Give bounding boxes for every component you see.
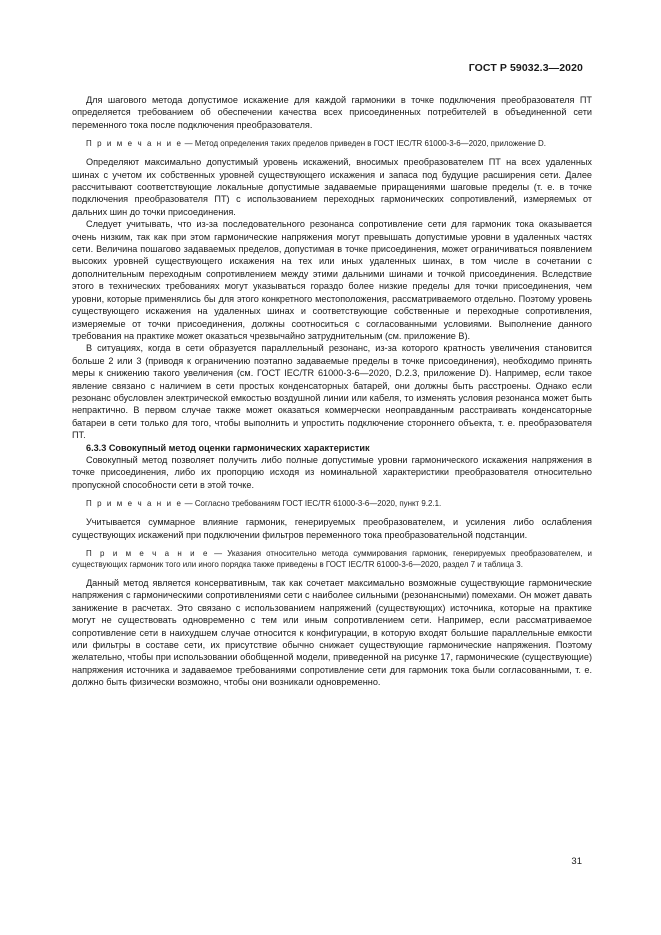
section-heading: 6.3.3 Совокупный метод оценки гармонических характеристик bbox=[86, 442, 370, 453]
paragraph: Совокупный метод позволяет получить либо полные допустимые уровни гармонического искажения напряжения в точке присоединения, либо их пропорцию исходя из номинальной характеристики преобразователя относительно пропускной способности сети в этой точке. bbox=[72, 454, 592, 490]
note-text: — Согласно требованиям ГОСТ IEC/TR 61000-3-6—2020, пункт 9.2.1. bbox=[182, 499, 442, 509]
note-text: — Метод определения таких пределов приведен в ГОСТ IEC/TR 61000-3-6—2020, приложение D. bbox=[182, 139, 546, 149]
paragraph: Данный метод является консервативным, так как сочетает максимально возможные существующие гармонические напряжения с гармоническими сопротивлениями сети с наиболее сильными (резонансными) помехами. Он может давать занижение в расчетах. Это связано с использованием напряжений (существующих) источника, которые на практике могут не существовать одновременно с тем или иным сопротивлением сети. Например, если рассматриваемое сопротивление сети в наихудшем случае относится к конфигурации, в которую входят большие параллельные емкости или фильтры в составе сети, их присутствие обычно снижает существующие гармонические напряжения. Поэтому желательно, чтобы при использовании обобщенной модели, приведенной на рисунке 17, гармонические (существующие) напряжения источника и задаваемое требованиями сопротивление сети для гармоник тока были согласованными, т. е. должно быть физически возможно, чтобы они возникали одновременно. bbox=[72, 578, 592, 688]
document-header: ГОСТ Р 59032.3—2020 bbox=[468, 62, 583, 74]
page-number: 31 bbox=[571, 856, 582, 867]
note-label: П р и м е ч а н и е bbox=[86, 549, 209, 558]
note bbox=[72, 548, 592, 570]
paragraph: Следует учитывать, что из-за последовательного резонанса сопротивление сети для гармоник тока оказывается очень низким, так как при этом гармонические напряжения могут превышать допустимые уровни в удаленных частях сети. Величина пошагово задаваемых пределов, допустимая в точке присоединения, может ограничиваться появлением высоких уровней существующего искажения на тех или иных удаленных шинах, в том числе в сочетании с дополнительным переходным сопротивлением между этими дальними шинами и точкой присоединения. Вследствие этого в технических требованиях могут указываться гораздо более низкие пределы для точки присоединения, чем уровни, которые применялись бы для этого конкретного местоположения, рассматриваемого отдельно. Поэтому уровень существующего искажения на удаленных шинах и соответствующие собственные и переходные сопротивления, измеряемые от точки присоединения, должны соотноситься с согласованными условиями. Выполнение данного требования на практике может оказаться чрезвычайно затруднительным (см. приложение В). bbox=[72, 219, 592, 341]
document-body bbox=[72, 94, 592, 689]
note-text: — Указания относительно метода суммирования гармоник, генерируемых преобразователем, и существующих гармоник того или иного порядка также приведены в ГОСТ IEC/TR 61000-3-6—2020, раздел 7 и таблица 3. bbox=[72, 549, 592, 569]
paragraph: В ситуациях, когда в сети образуется параллельный резонанс, из-за которого кратность увеличения становится больше 2 или 3 (приводя к ограничению поэтапно задаваемые пределы в точке присоединения), необходимо принять меры к снижению такого увеличения (см. ГОСТ IEC/TR 61000-3-6—2020, D.2.3, приложение D). Например, если такое явление связано с наличием в сети простых конденсаторных батарей, они должны быть расстроены. Однако если резонанс обусловлен электрической емкостью воздушной линии или кабеля, то изменять условия резонанса может быть непрактично. В первом случае также может оказаться коммерчески неоправданным расстраивать конденсаторные батареи в сети только для того, чтобы выполнить и упростить подключение стороннего объекта, т. е. преобразователя ПТ. bbox=[72, 343, 592, 441]
note-label: П р и м е ч а н и е bbox=[86, 499, 183, 509]
note bbox=[72, 498, 592, 509]
paragraph: Для шагового метода допустимое искажение для каждой гармоники в точке подключения преобразователя ПТ определяется требованием об обеспечении качества всех присоединенных потребителей в объединенной сети переменного тока после подключения преобразователя. bbox=[72, 95, 592, 130]
paragraph: Учитывается суммарное влияние гармоник, генерируемых преобразователем, и усиления либо ослабления существующих искажений при подключении фильтров переменного тока преобразовательной подстанции. bbox=[72, 517, 592, 540]
paragraph: Определяют максимально допустимый уровень искажений, вносимых преобразователем ПТ на всех удаленных шинах с учетом их собственных уровней существующего искажения и запаса под будущие расширения сети. Далее рассчитывают соответствующие локальные допустимые задаваемые приращениями шаговые пределы (т. е. в точке подключения преобразователя ПТ) с использованием переходных гармонических сопротивлений, измеряемых от дальних шин до точки присоединения. bbox=[72, 157, 592, 217]
note bbox=[72, 138, 592, 149]
note-label: П р и м е ч а н и е bbox=[86, 139, 183, 149]
